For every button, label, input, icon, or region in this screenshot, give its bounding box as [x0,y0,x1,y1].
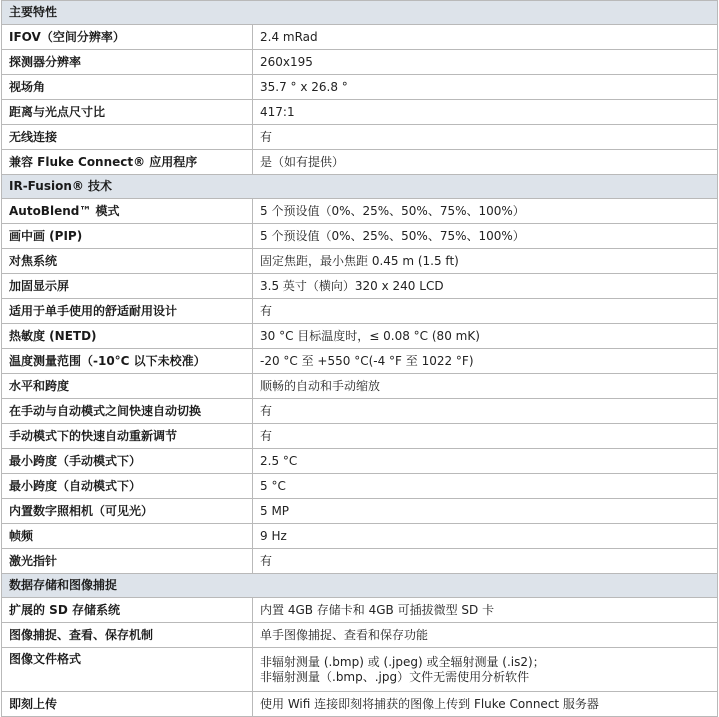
spec-label: 图像文件格式 [2,648,253,692]
spec-value: 单手图像捕捉、查看和保存功能 [253,623,718,648]
spec-label: 内置数字照相机（可见光） [2,499,253,524]
spec-value: 30 °C 目标温度时，≤ 0.08 °C (80 mK) [253,324,718,349]
spec-label: 适用于单手使用的舒适耐用设计 [2,299,253,324]
spec-value: 顺畅的自动和手动缩放 [253,374,718,399]
spec-value: 2.5 °C [253,449,718,474]
spec-label: 画中画 (PIP) [2,224,253,249]
section-header [2,1,718,25]
table-row [2,274,718,299]
table-row [2,424,718,449]
table-row [2,598,718,623]
spec-value: 是（如有提供） [253,150,718,175]
section-header [2,574,718,598]
spec-value: 5 个预设值（0%、25%、50%、75%、100%） [253,224,718,249]
table-row [2,50,718,75]
spec-value: -20 °C 至 +550 °C(-4 °F 至 1022 °F) [253,349,718,374]
spec-label: 手动模式下的快速自动重新调节 [2,424,253,449]
table-row [2,623,718,648]
spec-value: 有 [253,299,718,324]
spec-value-line: 非辐射测量（.bmp、.jpg）文件无需使用分析软件 [260,669,530,684]
spec-label: 距离与光点尺寸比 [2,100,253,125]
spec-value: 3.5 英寸（横向）320 x 240 LCD [253,274,718,299]
table-row [2,324,718,349]
spec-label: 视场角 [2,75,253,100]
section-title: IR-Fusion® 技术 [2,175,718,199]
spec-label: IFOV（空间分辨率） [2,25,253,50]
spec-value: 5 MP [253,499,718,524]
table-row [2,100,718,125]
spec-label: 水平和跨度 [2,374,253,399]
spec-label: 最小跨度（自动模式下） [2,474,253,499]
table-row [2,349,718,374]
spec-label: 无线连接 [2,125,253,150]
table-row [2,549,718,574]
spec-value: 有 [253,399,718,424]
spec-value: 使用 Wifi 连接即刻将捕获的图像上传到 Fluke Connect 服务器 [253,692,718,717]
spec-table [1,0,718,717]
table-row [2,499,718,524]
spec-value: 5 个预设值（0%、25%、50%、75%、100%） [253,199,718,224]
spec-label: 即刻上传 [2,692,253,717]
spec-label: 图像捕捉、查看、保存机制 [2,623,253,648]
table-row [2,648,718,692]
table-row [2,374,718,399]
spec-label: 兼容 Fluke Connect® 应用程序 [2,150,253,175]
spec-value: 417:1 [253,100,718,125]
spec-label: 最小跨度（手动模式下） [2,449,253,474]
spec-label: 对焦系统 [2,249,253,274]
spec-value: 9 Hz [253,524,718,549]
section-title: 数据存储和图像捕捉 [2,574,718,598]
table-row [2,199,718,224]
spec-label: 帧频 [2,524,253,549]
spec-label: 探测器分辨率 [2,50,253,75]
table-row [2,25,718,50]
spec-label: 温度测量范围（-10°C 以下未校准） [2,349,253,374]
spec-label: 激光指针 [2,549,253,574]
table-row [2,524,718,549]
table-row [2,249,718,274]
spec-value: 35.7 ° x 26.8 ° [253,75,718,100]
spec-value: 2.4 mRad [253,25,718,50]
table-row [2,224,718,249]
spec-label: AutoBlend™ 模式 [2,199,253,224]
spec-value: 有 [253,125,718,150]
spec-value-line: 非辐射测量 (.bmp) 或 (.jpeg) 或全辐射测量 (.is2)； [260,654,545,669]
table-row [2,692,718,717]
table-row [2,399,718,424]
spec-value [253,648,718,692]
spec-label: 在手动与自动模式之间快速自动切换 [2,399,253,424]
section-title: 主要特性 [2,1,718,25]
spec-value: 260x195 [253,50,718,75]
spec-label: 扩展的 SD 存储系统 [2,598,253,623]
spec-label: 加固显示屏 [2,274,253,299]
spec-value: 内置 4GB 存储卡和 4GB 可插拔微型 SD 卡 [253,598,718,623]
spec-value: 有 [253,424,718,449]
table-row [2,125,718,150]
section-header [2,175,718,199]
table-row [2,299,718,324]
spec-value: 有 [253,549,718,574]
table-row [2,150,718,175]
table-row [2,474,718,499]
spec-value: 固定焦距，最小焦距 0.45 m (1.5 ft) [253,249,718,274]
spec-value: 5 °C [253,474,718,499]
table-row [2,75,718,100]
spec-label: 热敏度 (NETD) [2,324,253,349]
table-row [2,449,718,474]
